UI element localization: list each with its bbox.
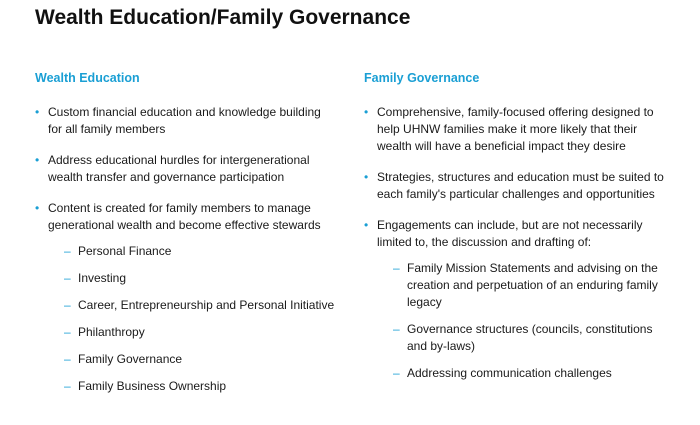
- wealth-education-sublist: [48, 243, 335, 395]
- dash-icon: –: [393, 366, 400, 380]
- bullet-icon: •: [364, 105, 369, 119]
- sub-list-item: – Career, Entrepreneurship and Personal Initiative: [64, 298, 335, 312]
- wealth-education-heading: Wealth Education: [35, 71, 140, 85]
- list-item: • Address educational hurdles for intergenerational wealth transfer and governance participation: [35, 153, 310, 184]
- bullet-icon: •: [364, 170, 369, 184]
- dash-icon: –: [393, 261, 400, 275]
- family-governance-list: [364, 104, 664, 382]
- dash-icon: –: [64, 325, 71, 339]
- bullet-icon: •: [364, 218, 369, 232]
- list-item: • Engagements can include, but are not necessarily limited to, the discussion and drafting of: – Family Mission Statements and advising on the creation and perpetuation of an enduring family legacy – Governance structures (councils, constitutions and by-laws) – Addressing communication challenges: [364, 217, 664, 382]
- family-governance-column: [364, 71, 664, 396]
- sub-list-item: – Investing: [64, 271, 127, 285]
- dash-icon: –: [64, 379, 71, 393]
- list-item: • Comprehensive, family-focused offering designed to help UHNW families make it more likely that their wealth will have a beneficial impact they desire: [364, 105, 654, 153]
- bullet-icon: •: [35, 153, 40, 167]
- dash-icon: –: [64, 352, 71, 366]
- sub-list-item: – Family Governance: [64, 352, 183, 366]
- dash-icon: –: [64, 271, 71, 285]
- family-governance-sublist: [377, 260, 664, 382]
- sub-list-item: – Personal Finance: [64, 244, 172, 258]
- sub-list-item: – Addressing communication challenges: [393, 366, 612, 380]
- list-item: • Custom financial education and knowledge building for all family members: [35, 105, 321, 136]
- sub-list-item: – Governance structures (councils, constitutions and by-laws): [393, 322, 653, 353]
- sub-list-item: – Philanthropy: [64, 325, 145, 339]
- wealth-education-column: [35, 71, 335, 409]
- bullet-icon: •: [35, 105, 40, 119]
- list-item: • Content is created for family members to manage generational wealth and become effective stewards – Personal Finance – Investing – Career, Entrepreneurship and Personal Initiative – Philanthropy – Family Governance – Family Business Ownership: [35, 201, 335, 393]
- family-governance-heading: Family Governance: [364, 71, 480, 85]
- sub-list-item: – Family Mission Statements and advising on the creation and perpetuation of an enduring family legacy: [393, 261, 658, 309]
- dash-icon: –: [64, 298, 71, 312]
- dash-icon: –: [393, 322, 400, 336]
- bullet-icon: •: [35, 201, 40, 215]
- page-title: Wealth Education/Family Governance: [35, 6, 411, 29]
- wealth-education-list: [35, 104, 335, 395]
- sub-list-item: – Family Business Ownership: [64, 379, 227, 393]
- dash-icon: –: [64, 244, 71, 258]
- list-item: • Strategies, structures and education must be suited to each family's particular challenges and opportunities: [364, 170, 664, 201]
